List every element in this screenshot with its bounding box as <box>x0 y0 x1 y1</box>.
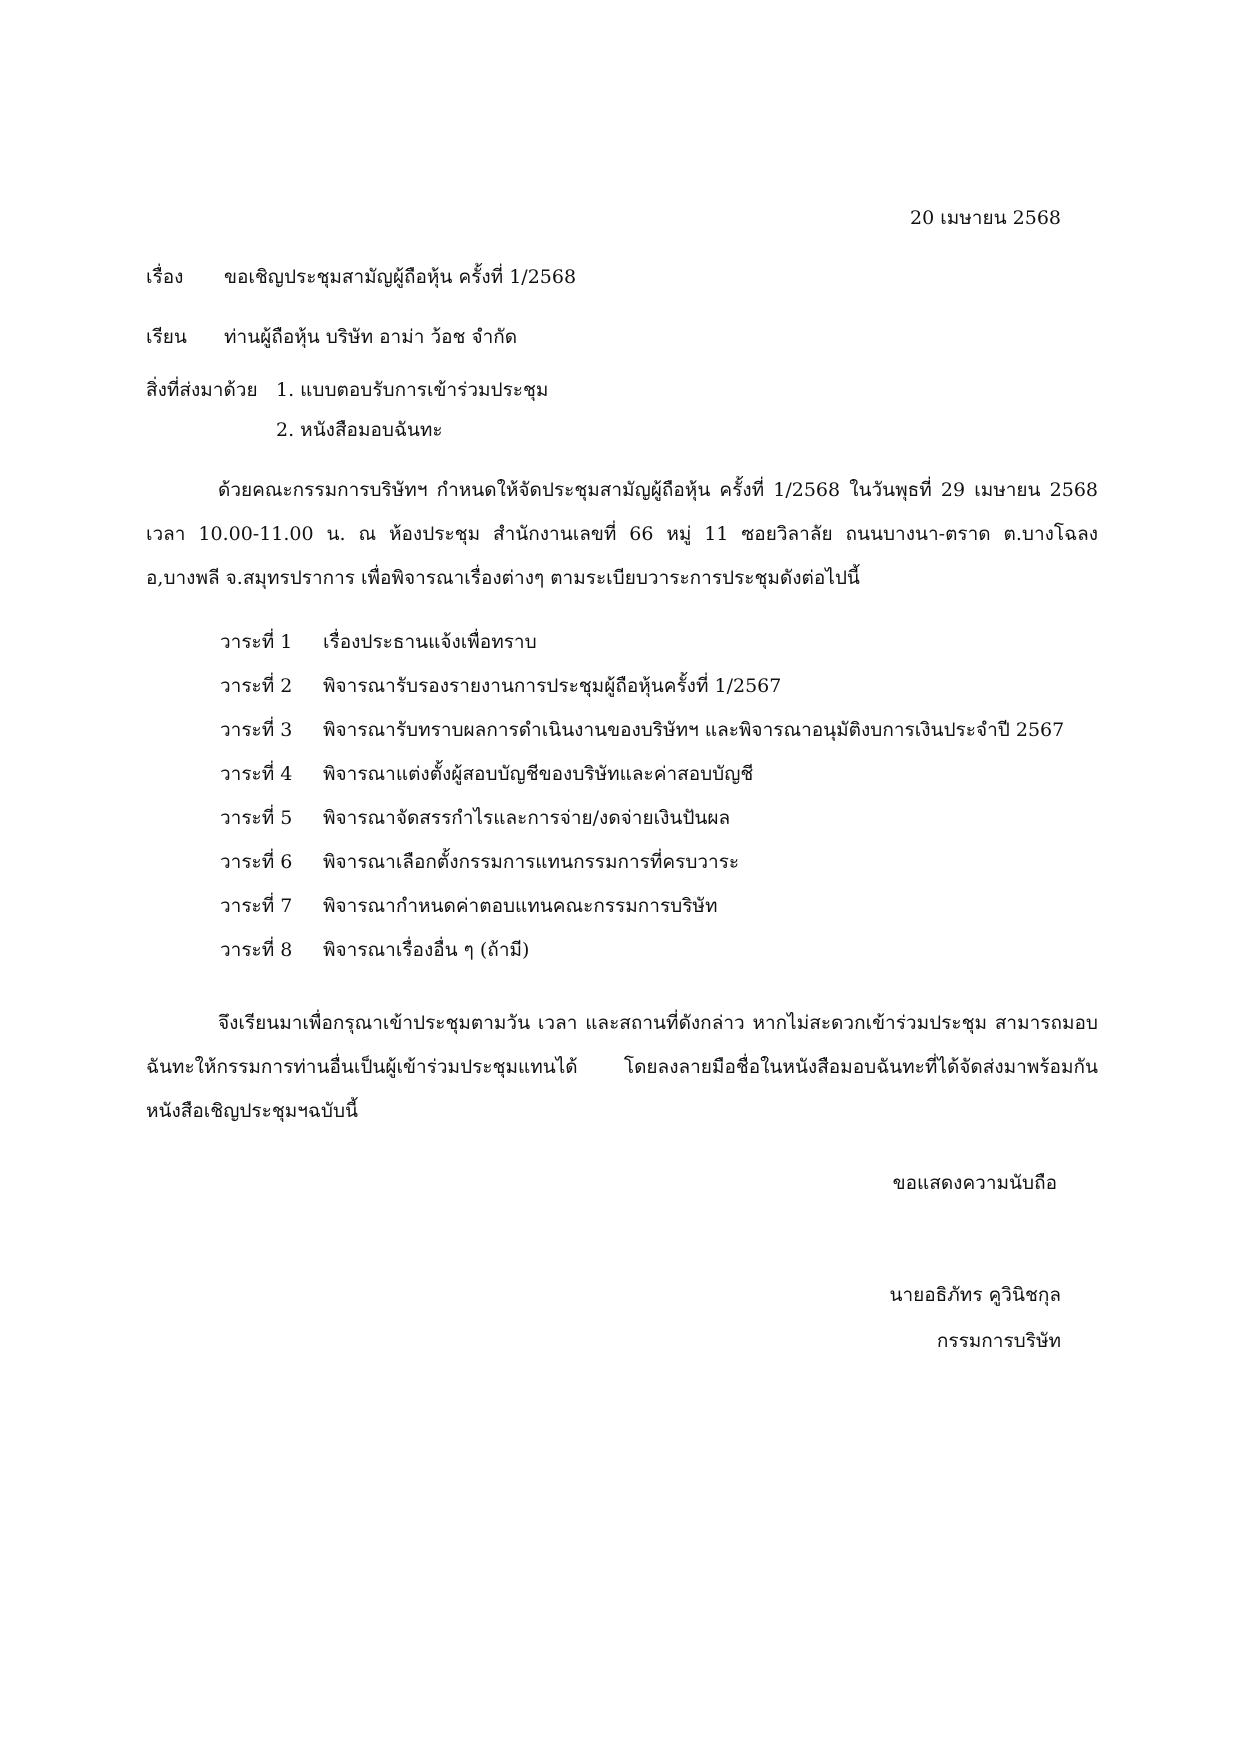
enclosure-item: 2. หนังสือมอบฉันทะ <box>276 419 443 441</box>
letter-date: 20 เมษายน 2568 <box>910 207 1061 229</box>
agenda-text: เรื่องประธานแจ้งเพื่อทราบ <box>323 631 537 653</box>
agenda-item <box>220 708 1064 752</box>
agenda-item <box>220 664 1064 708</box>
recipient-text: ท่านผู้ถือหุ้น บริษัท อาม่า ว้อช จำกัด <box>224 326 518 348</box>
subject-label: เรื่อง <box>146 266 184 288</box>
agenda-text: พิจารณาจัดสรรกำไรและการจ่าย/งดจ่ายเงินปันผล <box>323 807 731 829</box>
agenda-number: วาระที่ 2 <box>220 675 293 697</box>
agenda-item <box>220 884 1064 928</box>
enclosure-item: 1. แบบตอบรับการเข้าร่วมประชุม <box>276 379 549 401</box>
agenda-item <box>220 928 1064 972</box>
agenda-number: วาระที่ 1 <box>220 631 293 653</box>
agenda-number: วาระที่ 6 <box>220 851 293 873</box>
subject-text: ขอเชิญประชุมสามัญผู้ถือหุ้น ครั้งที่ 1/2568 <box>224 266 577 288</box>
agenda-text: พิจารณารับทราบผลการดำเนินงานของบริษัทฯ และพิจารณาอนุมัติงบการเงินประจำปี 2567 <box>323 719 1065 741</box>
agenda-number: วาระที่ 4 <box>220 763 293 785</box>
agenda-text: พิจารณาเรื่องอื่น ๆ (ถ้ามี) <box>323 939 530 961</box>
intro-paragraph <box>146 468 1098 600</box>
signatory-title: กรรมการบริษัท <box>936 1330 1061 1352</box>
agenda-text: พิจารณาแต่งตั้งผู้สอบบัญชีของบริษัทและค่าสอบบัญชี <box>323 763 754 785</box>
signatory-name: นายอธิภัทร คูวินิชกุล <box>889 1284 1061 1306</box>
closing-paragraph-text: จึงเรียนมาเพื่อกรุณาเข้าประชุมตามวัน เวลา และสถานที่ดังกล่าว หากไม่สะดวกเข้าร่วมประชุม สามารถมอบฉันทะให้กรรมการท่านอื่นเป็นผู้เข้าร่วมประชุมแทนได้ โดยลงลายมือชื่อในหนังสือมอบฉันทะที่ได้จัดส่งมาพร้อมกันหนังสือเชิญประชุมฯฉบับนี้ <box>146 1012 1098 1122</box>
enclosures-label: สิ่งที่ส่งมาด้วย <box>146 379 258 401</box>
complimentary-close: ขอแสดงความนับถือ <box>892 1172 1057 1194</box>
agenda-item <box>220 620 1064 664</box>
agenda-text: พิจารณารับรองรายงานการประชุมผู้ถือหุ้นครั้งที่ 1/2567 <box>323 675 782 697</box>
recipient-label: เรียน <box>146 326 187 348</box>
intro-paragraph-text: ด้วยคณะกรรมการบริษัทฯ กำหนดให้จัดประชุมสามัญผู้ถือหุ้น ครั้งที่ 1/2568 ในวันพุธที่ 29 เมษายน 2568 เวลา 10.00-11.00 น. ณ ห้องประชุม สำนักงานเลขที่ 66 หมู่ 11 ซอยวิลาลัย ถนนบางนา-ตราด ต.บางโฉลง อ,บางพลี จ.สมุทรปราการ เพื่อพิจารณาเรื่องต่างๆ ตามระเบียบวาระการประชุมดังต่อไปนี้ <box>146 479 1098 589</box>
agenda-text: พิจารณาเลือกตั้งกรรมการแทนกรรมการที่ครบวาระ <box>323 851 740 873</box>
agenda-item <box>220 752 1064 796</box>
agenda-number: วาระที่ 8 <box>220 939 293 961</box>
agenda-text: พิจารณากำหนดค่าตอบแทนคณะกรรมการบริษัท <box>323 895 718 917</box>
agenda-list <box>220 620 1064 972</box>
agenda-number: วาระที่ 5 <box>220 807 293 829</box>
agenda-number: วาระที่ 3 <box>220 719 293 741</box>
agenda-item <box>220 796 1064 840</box>
closing-paragraph <box>146 1001 1098 1133</box>
agenda-number: วาระที่ 7 <box>220 895 293 917</box>
agenda-item <box>220 840 1064 884</box>
